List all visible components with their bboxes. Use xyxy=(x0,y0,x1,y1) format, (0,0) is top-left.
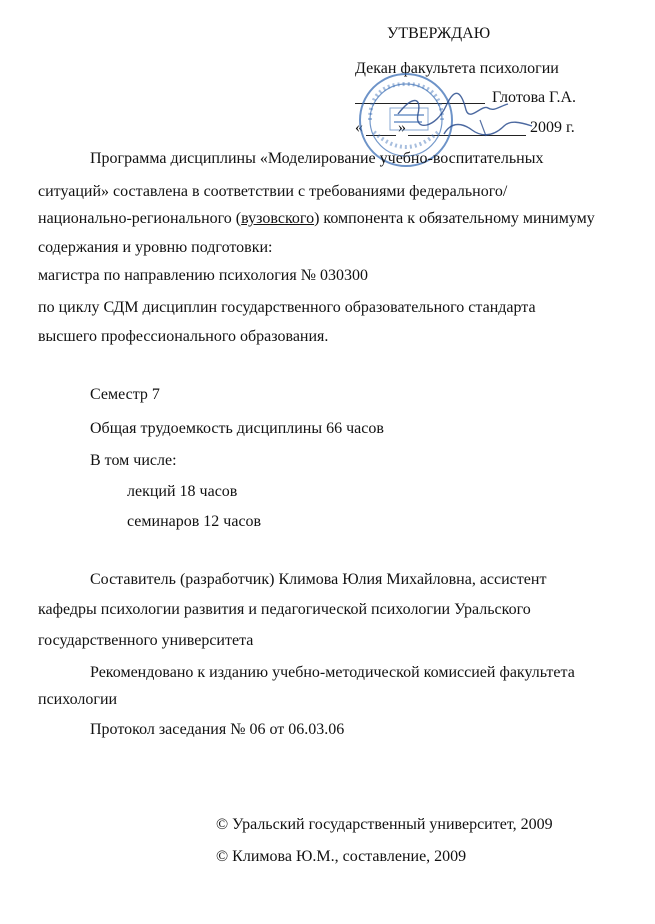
copyright-author: © Климова Ю.М., составление, 2009 xyxy=(216,848,467,865)
signer-name: Глотова Г.А. xyxy=(492,89,577,106)
protocol: Протокол заседания № 06 от 06.03.06 xyxy=(90,721,345,738)
date-quote-open: « xyxy=(355,119,363,136)
date-quote-close: » xyxy=(398,119,406,136)
program-line-6: по циклу СДМ дисциплин государственного образовательного стандарта xyxy=(38,299,536,316)
recommendation-line-1: Рекомендовано к изданию учебно-методической комиссией факультета xyxy=(90,664,575,681)
program-line-4: содержания и уровню подготовки: xyxy=(38,239,273,256)
approval-title: УТВЕРЖДАЮ xyxy=(387,25,491,42)
program-line-2: ситуаций» составлена в соответствии с требованиями федерального/ xyxy=(38,183,508,200)
program-line-3-end: ) компонента к обязательному минимуму xyxy=(314,210,595,227)
program-line-7: высшего профессионального образования. xyxy=(38,328,329,345)
seminar-hours: семинаров 12 часов xyxy=(127,513,262,530)
program-line-3 xyxy=(38,209,595,229)
dean-title: Декан факультета психологии xyxy=(355,60,559,77)
program-line-3-start: национально-регионального ( xyxy=(38,210,242,227)
including-label: В том числе: xyxy=(90,452,177,469)
author-line-2: кафедры психологии развития и педагогической психологии Уральского xyxy=(38,601,531,618)
lecture-hours: лекций 18 часов xyxy=(127,483,238,500)
total-hours: Общая трудоемкость дисциплины 66 часов xyxy=(90,420,384,437)
program-line-5: магистра по направлению психология № 030300 xyxy=(38,267,368,284)
recommendation-line-2: психологии xyxy=(38,691,118,708)
program-line-1: Программа дисциплины «Моделирование учебно-воспитательных xyxy=(90,150,544,167)
author-line-1: Составитель (разработчик) Климова Юлия Михайловна, ассистент xyxy=(90,571,547,588)
program-line-3-underlined: вузовского xyxy=(241,210,315,227)
approval-year: 2009 г. xyxy=(530,119,575,136)
semester: Семестр 7 xyxy=(90,386,160,403)
handwritten-signature xyxy=(392,84,542,144)
author-line-3: государственного университета xyxy=(38,632,254,649)
copyright-university: © Уральский государственный университет, 2009 xyxy=(216,816,553,833)
